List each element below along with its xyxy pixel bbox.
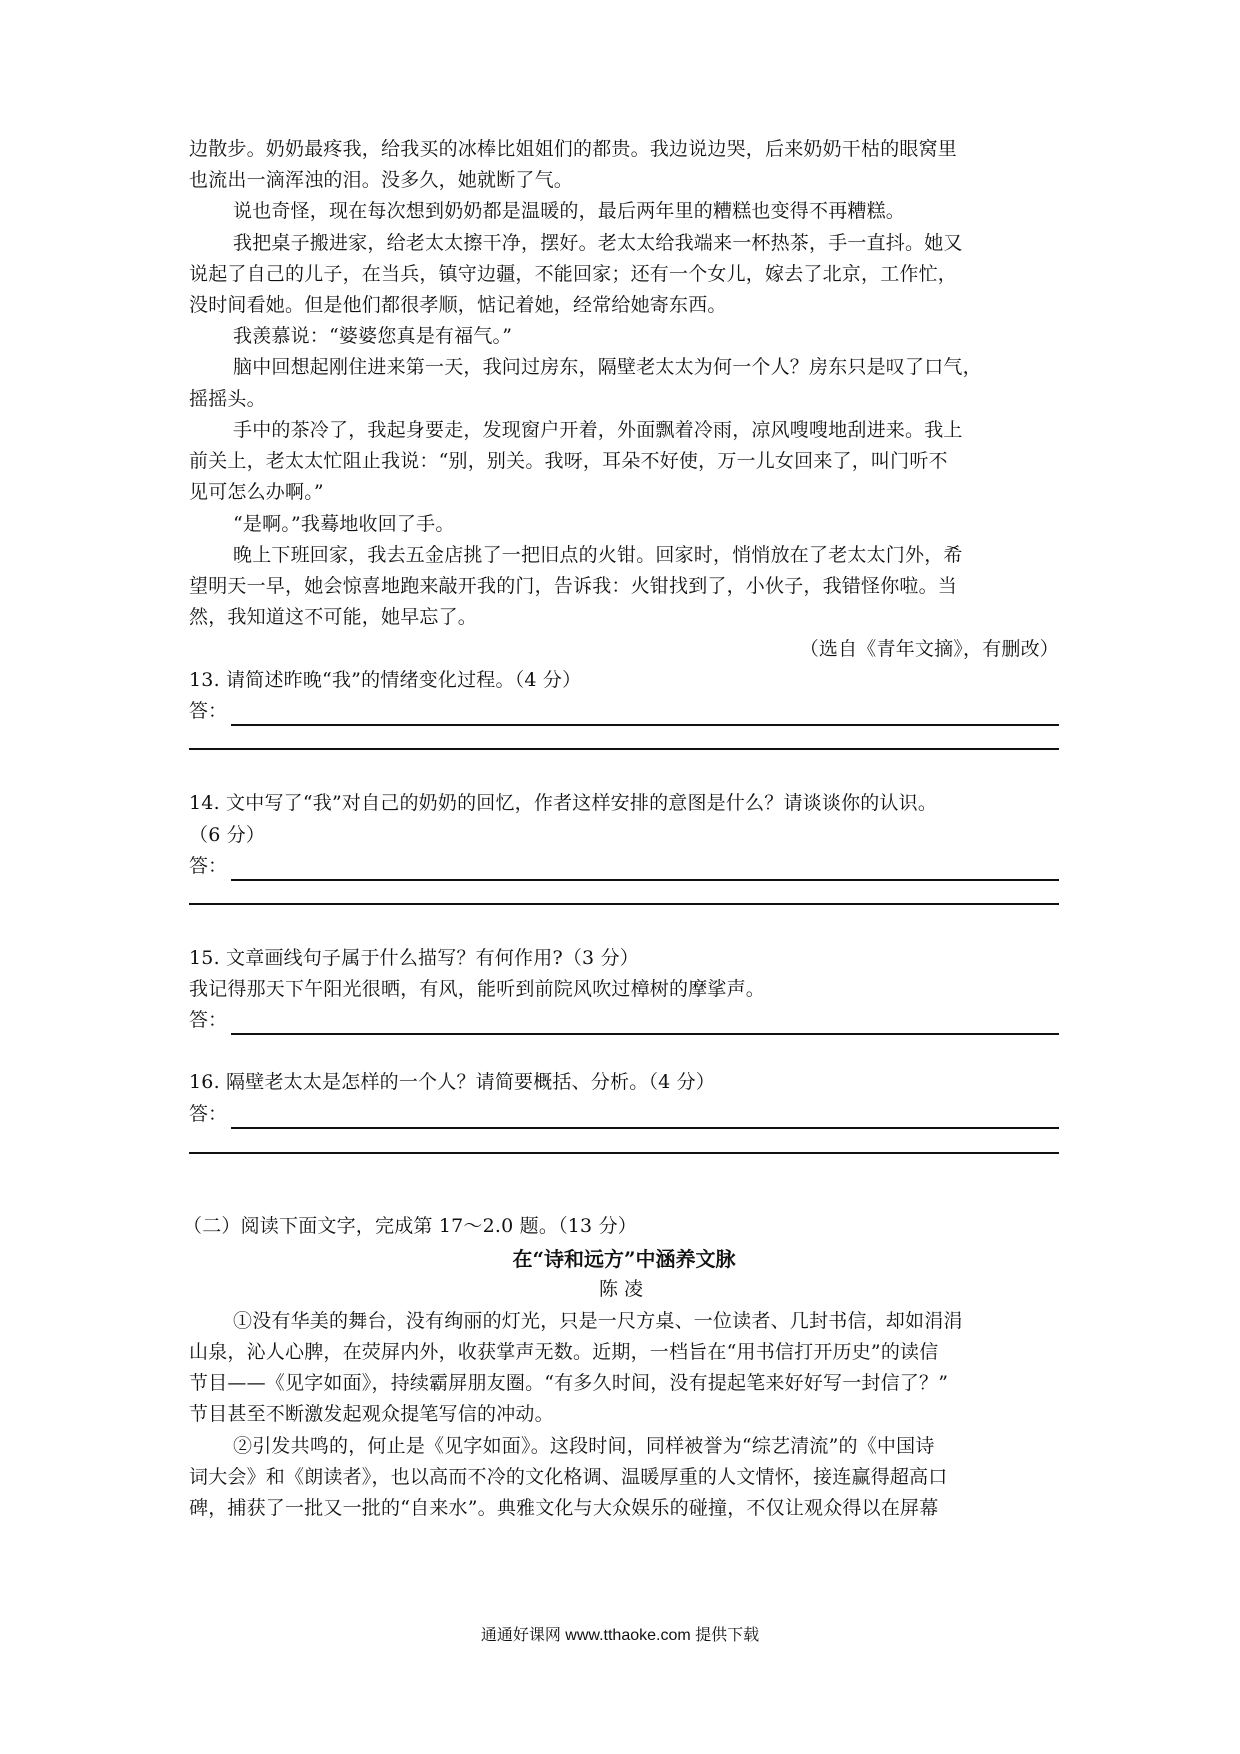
story-line: 我把桌子搬进家，给老太太擦干净，摆好。老太太给我端来一杯热茶，手一直抖。她又 <box>233 232 963 254</box>
story-line: 也流出一滴浑浊的泪。没多久，她就断了气。 <box>189 169 574 191</box>
answer-field-13-extra[interactable] <box>189 748 1059 750</box>
article-line: 山泉，沁人心脾，在荧屏内外，收获掌声无数。近期，一档旨在“用书信打开历史”的读信 <box>189 1341 939 1363</box>
answer-label: 答： <box>189 855 228 877</box>
article-line: 节目甚至不断激发起观众提笔写信的冲动。 <box>189 1403 554 1425</box>
story-line: 我羡慕说：“婆婆您真是有福气。” <box>233 325 513 347</box>
article-author: 陈凌 <box>598 1278 649 1300</box>
answer-label: 答： <box>189 1103 228 1125</box>
story-line: 没时间看她。但是他们都很孝顺，惦记着她，经常给她寄东西。 <box>189 294 727 316</box>
story-line: 见可怎么办啊。” <box>189 481 324 503</box>
article-line: ②引发共鸣的，何止是《见字如面》。这段时间，同样被誉为“综艺清流”的《中国诗 <box>233 1435 935 1457</box>
answer-field-16-extra[interactable] <box>189 1152 1059 1154</box>
answer-row-14 <box>189 853 1059 881</box>
question-15: 15. 文章画线句子属于什么描写？有何作用?（3 分） <box>189 947 639 969</box>
story-line: 手中的茶冷了，我起身要走，发现窗户开着，外面飘着冷雨，凉风嗖嗖地刮进来。我上 <box>233 419 963 441</box>
story-line: 然，我知道这不可能，她早忘了。 <box>189 606 478 628</box>
section-2-heading: （二）阅读下面文字，完成第 17～2.0 题。（13 分） <box>183 1215 637 1237</box>
answer-row-13 <box>189 698 1059 726</box>
article-line: 碑，捕获了一批又一批的“自来水”。典雅文化与大众娱乐的碰撞，不仅让观众得以在屏幕 <box>189 1497 939 1519</box>
story-line: 脑中回想起刚住进来第一天，我问过房东，隔壁老太太为何一个人？房东只是叹了口气， <box>233 356 982 378</box>
answer-field-14[interactable] <box>231 879 1059 881</box>
story-line: 望明天一早，她会惊喜地跑来敲开我的门，告诉我：火钳找到了，小伙子，我错怪你啦。当 <box>189 575 958 597</box>
exam-page <box>183 0 1059 1754</box>
story-line: 摇摇头。 <box>189 388 266 410</box>
story-line: 边散步。奶奶最疼我，给我买的冰棒比姐姐们的都贵。我边说边哭，后来奶奶干枯的眼窝里 <box>189 138 958 160</box>
question-13: 13. 请简述昨晚“我”的情绪变化过程。（4 分） <box>189 669 582 691</box>
story-source: （选自《青年文摘》，有删改） <box>799 638 1059 660</box>
answer-label: 答： <box>189 1009 228 1031</box>
answer-label: 答： <box>189 700 228 722</box>
question-16: 16. 隔壁老太太是怎样的一个人？请简要概括、分析。（4 分） <box>189 1071 716 1093</box>
answer-field-13[interactable] <box>231 724 1059 726</box>
story-line: 晚上下班回家，我去五金店挑了一把旧点的火钳。回家时，悄悄放在了老太太门外，希 <box>233 544 963 566</box>
story-line: 说也奇怪，现在每次想到奶奶都是温暖的，最后两年里的糟糕也变得不再糟糕。 <box>233 200 906 222</box>
question-15-quote: 我记得那天下午阳光很晒，有风，能听到前院风吹过樟树的摩挲声。 <box>189 978 766 1000</box>
story-line: 说起了自己的儿子，在当兵，镇守边疆，不能回家；还有一个女儿，嫁去了北京，工作忙， <box>189 263 958 285</box>
story-line: “是啊。”我蓦地收回了手。 <box>233 513 455 535</box>
article-title: 在“诗和远方”中涵养文脉 <box>512 1247 736 1271</box>
question-14: 14. 文中写了“我”对自己的奶奶的回忆，作者这样安排的意图是什么？请谈谈你的认识。 <box>189 792 938 814</box>
article-line: 节目——《见字如面》，持续霸屏朋友圈。“有多久时间，没有提起笔来好好写一封信了？” <box>189 1372 949 1394</box>
answer-field-15[interactable] <box>231 1033 1059 1035</box>
answer-field-16[interactable] <box>231 1127 1059 1129</box>
article-line: 词大会》和《朗读者》，也以高而不冷的文化格调、温暖厚重的人文情怀，接连赢得超高口 <box>189 1466 948 1488</box>
article-line: ①没有华美的舞台，没有绚丽的灯光，只是一尺方桌、一位读者、几封书信，却如涓涓 <box>233 1310 963 1332</box>
answer-row-16 <box>189 1101 1059 1129</box>
answer-field-14-extra[interactable] <box>189 903 1059 905</box>
answer-row-15 <box>189 1007 1059 1035</box>
question-14-points: （6 分） <box>189 824 266 846</box>
story-line: 前关上，老太太忙阻止我说：“别，别关。我呀，耳朵不好使，万一儿女回来了，叫门听不 <box>189 450 948 472</box>
page-footer: 通通好课网 www.tthaoke.com 提供下载 <box>480 1627 760 1644</box>
